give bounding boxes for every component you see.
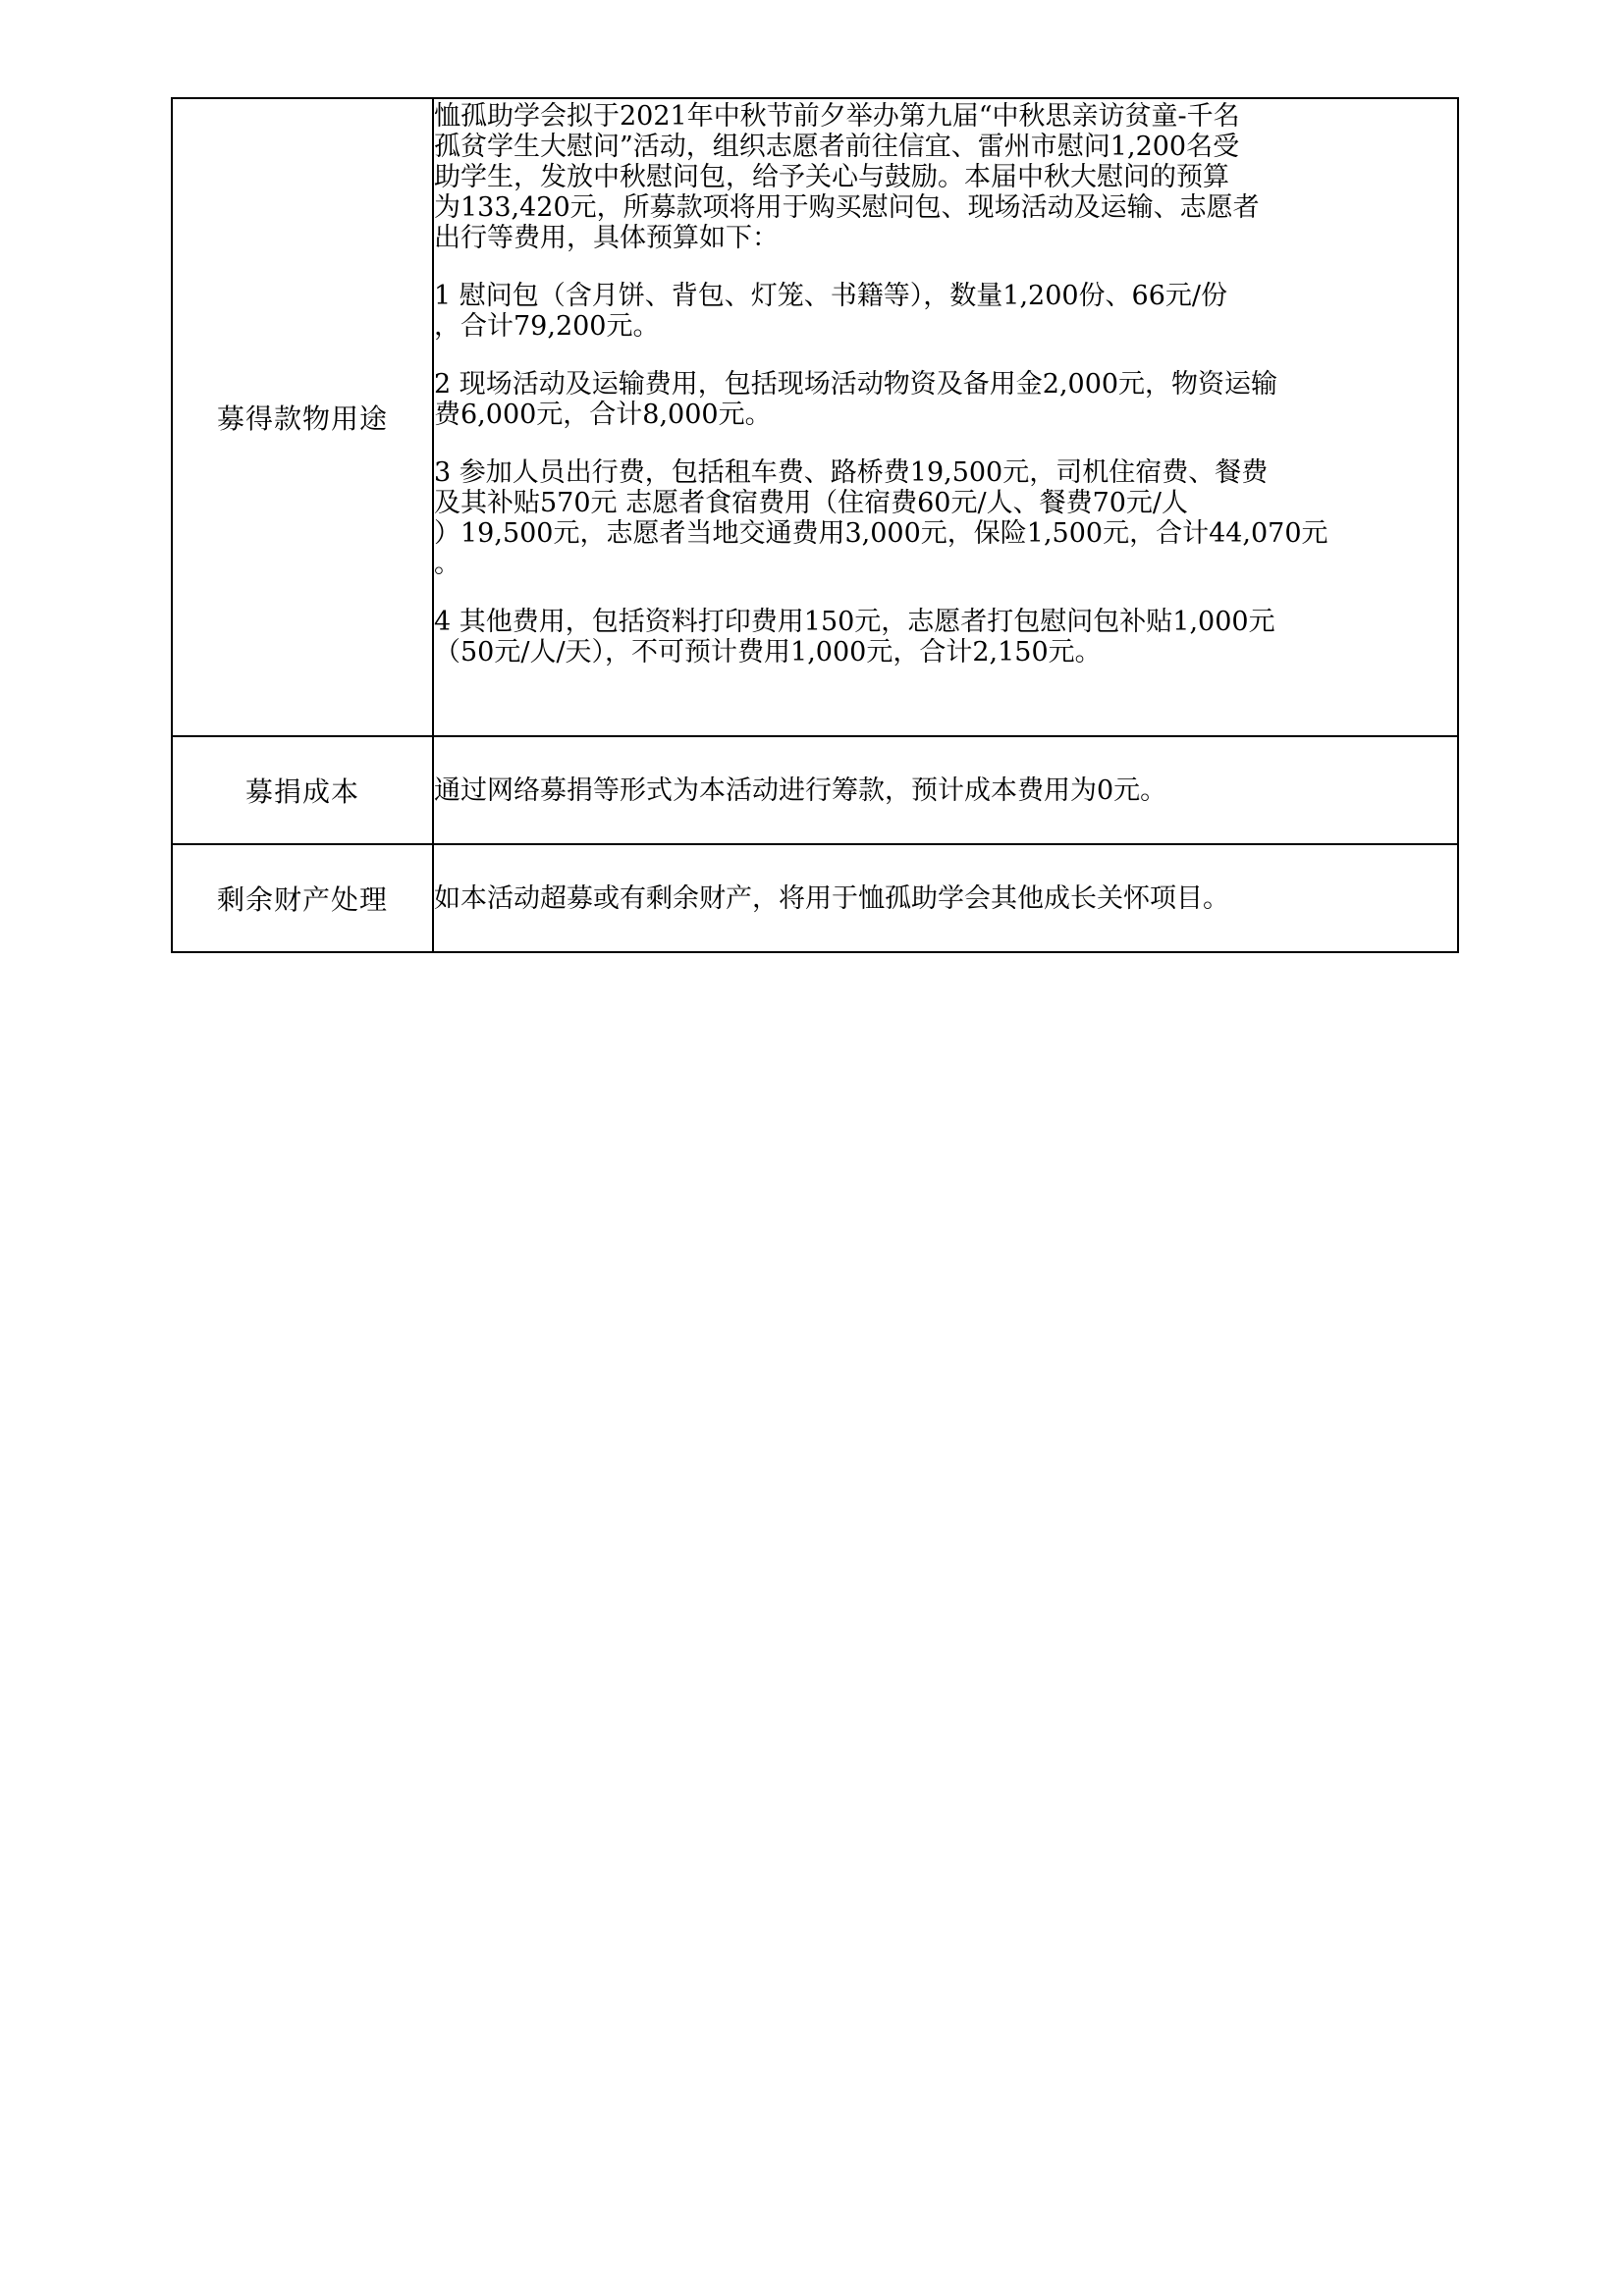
row-label-fund-usage: 募得款物用途	[172, 98, 433, 736]
table-row-fund-usage	[172, 98, 1458, 736]
row-label-surplus-handling: 剩余财产处理	[172, 844, 433, 952]
surplus-handling-content: 如本活动超募或有剩余财产，将用于恤孤助学会其他成长关怀项目。	[433, 844, 1458, 952]
budget-item-travel: 3 参加人员出行费，包括租车费、路桥费19,500元，司机住宿费、餐费 及其补贴570元 志愿者食宿费用（住宿费60元/人、餐费70元/人 ）19,500元，志愿者当地交通费用3,000元，保险1,500元，合计44,070元 。	[434, 457, 1328, 579]
table-row-surplus-handling	[172, 844, 1458, 952]
fund-usage-intro: 恤孤助学会拟于2021年中秋节前夕举办第九届“中秋思亲访贫童-千名 孤贫学生大慰问”活动，组织志愿者前往信宜、雷州市慰问1,200名受 助学生，发放中秋慰问包，给予关心与鼓励。本届中秋大慰问的预算 为133,420元，所募款项将用于购买慰问包、现场活动及运输、志愿者 出行等费用，具体预算如下：	[434, 101, 1260, 253]
row-label-fundraising-cost: 募捐成本	[172, 736, 433, 844]
budget-item-onsite-transport: 2 现场活动及运输费用，包括现场活动物资及备用金2,000元，物资运输 费6,000元，合计8,000元。	[434, 369, 1278, 430]
fundraising-cost-content: 通过网络募捐等形式为本活动进行筹款，预计成本费用为0元。	[433, 736, 1458, 844]
table-row-fundraising-cost	[172, 736, 1458, 844]
budget-item-gift-packs: 1 慰问包（含月饼、背包、灯笼、书籍等），数量1,200份、66元/份 ，合计79,200元。	[434, 281, 1228, 342]
fund-usage-content	[433, 98, 1458, 736]
donation-info-table	[171, 97, 1459, 953]
budget-item-other: 4 其他费用，包括资料打印费用150元，志愿者打包慰问包补贴1,000元 （50元/人/天），不可预计费用1,000元，合计2,150元。	[434, 607, 1275, 667]
